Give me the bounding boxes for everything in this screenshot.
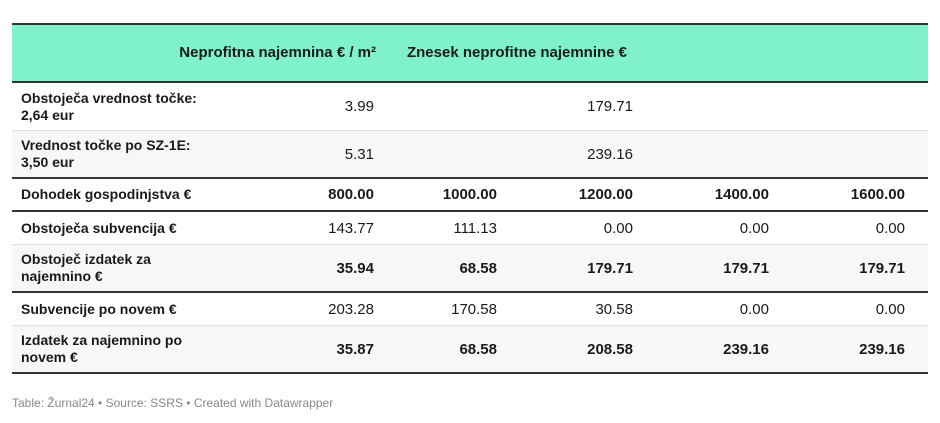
cell: 143.77 bbox=[328, 219, 374, 237]
cell: 208.58 bbox=[587, 340, 633, 358]
table-row bbox=[12, 131, 928, 179]
cell: 30.58 bbox=[595, 300, 633, 318]
cell: 179.71 bbox=[587, 98, 633, 115]
cell: 179.71 bbox=[859, 259, 905, 277]
cell: 35.94 bbox=[336, 259, 374, 277]
cell: 239.16 bbox=[859, 340, 905, 358]
cell: 170.58 bbox=[451, 300, 497, 318]
cell: 111.13 bbox=[453, 219, 497, 237]
cell: 5.31 bbox=[344, 145, 374, 163]
table-row bbox=[12, 326, 928, 374]
row-label: Obstoječa vrednost točke: 2,64 eur bbox=[21, 89, 197, 123]
cell: 0.00 bbox=[875, 300, 905, 318]
cell: 68.58 bbox=[459, 259, 497, 277]
table-row bbox=[12, 179, 928, 212]
cell: 0.00 bbox=[739, 300, 769, 318]
cell: 1600.00 bbox=[850, 186, 905, 203]
cell: 800.00 bbox=[328, 186, 374, 203]
cell: 179.71 bbox=[723, 259, 769, 277]
table-footer-credits: Table: Žurnal24 • Source: SSRS • Created with Datawrapper bbox=[12, 396, 334, 410]
cell: 0.00 bbox=[603, 219, 633, 237]
table-row bbox=[12, 212, 928, 245]
row-label: Obstoječ izdatek za najemnino € bbox=[21, 251, 151, 284]
row-label: Subvencije po novem € bbox=[21, 300, 177, 317]
row-label: Vrednost točke po SZ-1E: 3,50 eur bbox=[21, 137, 191, 170]
row-label: Obstoječa subvencija € bbox=[21, 219, 177, 236]
cell: 68.58 bbox=[459, 340, 497, 358]
cell: 0.00 bbox=[739, 219, 769, 237]
cell: 35.87 bbox=[336, 340, 374, 358]
cell: 1200.00 bbox=[578, 186, 633, 203]
cell: 1000.00 bbox=[442, 186, 497, 203]
table-row bbox=[12, 83, 928, 131]
header-rent-per-m2: Neprofitna najemnina € / m² bbox=[179, 44, 376, 61]
cell: 179.71 bbox=[587, 259, 633, 277]
row-label: Izdatek za najemnino po novem € bbox=[21, 332, 183, 365]
row-label: Dohodek gospodinjstva € bbox=[21, 186, 192, 202]
cell: 239.16 bbox=[587, 145, 633, 163]
cell: 0.00 bbox=[875, 219, 905, 237]
table-row bbox=[12, 245, 928, 293]
cell: 1400.00 bbox=[714, 186, 769, 203]
cell: 3.99 bbox=[344, 98, 374, 115]
header-rent-amount: Znesek neprofitne najemnine € bbox=[406, 44, 628, 61]
cell: 239.16 bbox=[723, 340, 769, 358]
table-row bbox=[12, 293, 928, 326]
cell: 203.28 bbox=[328, 300, 374, 318]
rent-table bbox=[12, 23, 928, 374]
table-header bbox=[12, 25, 928, 83]
